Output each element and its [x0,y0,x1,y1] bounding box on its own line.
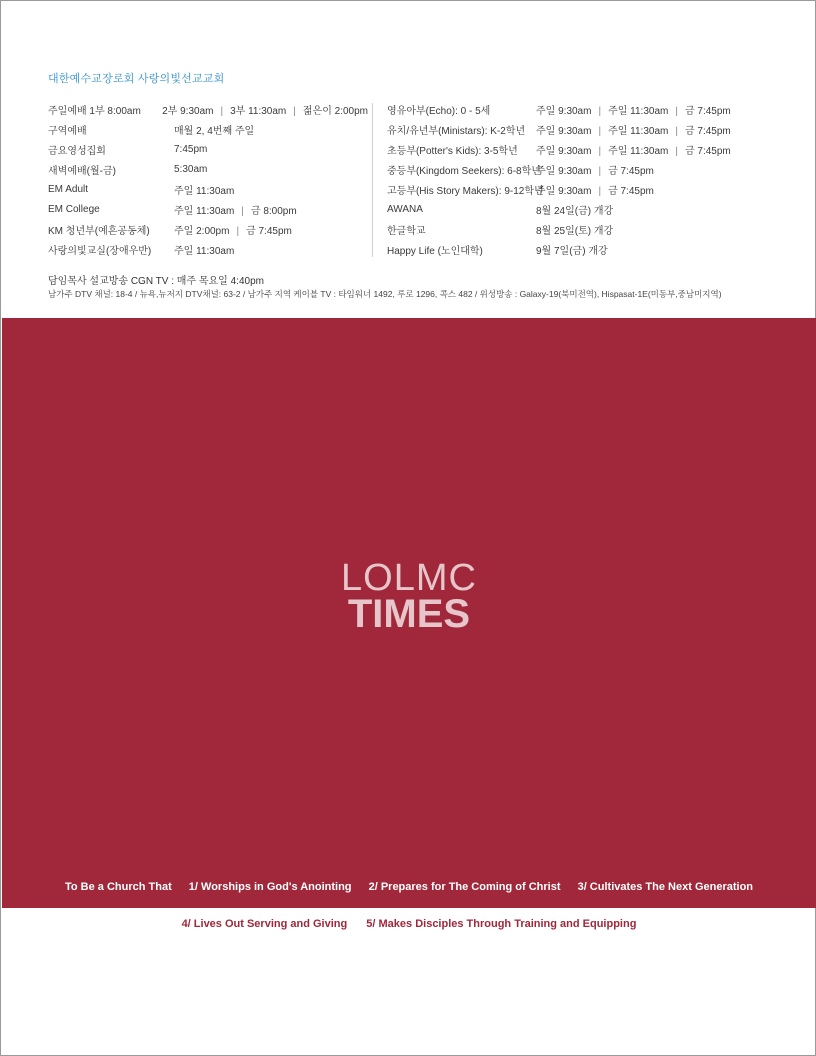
schedule-time: 주일 11:30am [174,185,235,197]
separator: | [598,125,602,137]
broadcast-info: 담임목사 설교방송 CGN TV : 매주 목요일 4:40pm [48,276,264,287]
schedule-label: KM 청년부(예흔공동체) [48,225,150,237]
schedule-row [387,239,787,259]
schedule-times [536,242,608,257]
schedule-times [174,122,254,137]
schedule-label: 중등부(Kingdom Seekers): 6-8학년 [387,165,541,177]
logo-top-text: LOLMC [341,557,477,599]
schedule-times [536,102,731,117]
schedule-row [387,179,787,199]
schedule-row [48,199,368,219]
schedule-label: 유치/유년부(Ministars): K-2학년 [387,125,526,137]
schedule-times [536,202,613,217]
schedule-time: 금 7:45pm [608,165,654,177]
schedule-time: 9월 7일(금) 개강 [536,245,608,257]
schedule-times [174,202,297,217]
schedule-time: 8월 24일(금) 개강 [536,205,614,217]
schedule-times [174,182,234,197]
schedule-label: EM Adult [48,183,89,195]
schedule-row [48,139,368,159]
schedule-row [387,119,787,139]
schedule-label: EM College [48,203,100,215]
separator: | [675,125,678,137]
schedule-time: 금 7:45pm [684,145,731,157]
schedule-time: 주일 9:30am [536,145,592,157]
separator: | [241,205,244,217]
mission-item: To Be a Church That [64,881,172,893]
mission-line-2 [1,918,816,930]
separator: | [598,105,602,117]
schedule-row [387,159,787,179]
schedule-time: 주일 2:00pm [174,225,230,237]
separator: | [293,105,296,117]
schedule-time: 젊은이 2:00pm [302,105,368,117]
separator: | [675,145,678,157]
schedule-time: 5:30am [174,163,208,175]
schedule-time: 주일 11:30am [608,125,669,137]
schedule-times [536,122,731,137]
church-name: 대한예수교장로회 사랑의빛선교교회 [48,73,225,85]
separator: | [236,225,240,237]
schedule-label: 새벽예배(월-금) [48,165,116,177]
schedule-time: 2부 9:30am [162,105,214,117]
schedule-label: 금요영성집회 [48,145,106,157]
schedule-time: 금 8:00pm [250,205,297,217]
schedule-time: 금 7:45pm [684,125,731,137]
separator: | [220,105,224,117]
cover-band [2,318,816,908]
schedule-times [536,142,731,157]
schedule-times [536,162,654,177]
schedule-row [48,179,368,199]
schedule-times [162,102,368,117]
mission-item: 3/ Cultivates The Next Generation [577,881,754,893]
schedule-label: AWANA [387,203,423,215]
schedule-label: Happy Life (노인대학) [387,245,483,257]
schedule-times [536,182,654,197]
schedule-times [174,222,292,237]
schedule-time: 금 7:45pm [246,225,292,237]
channel-info: 남가주 DTV 채널: 18-4 / 뉴욕,뉴저지 DTV채널: 63-2 / 남가주 지역 케이블 TV : 타임워너 1492, 루로 1296, 콕스 482 / 위성방송 : Galaxy-19(북미전역), Hispasat-1E(미동부,중남미지역) [48,289,722,299]
schedule-time: 주일 11:30am [608,145,669,157]
schedule-time: 주일 9:30am [536,165,592,177]
logo [2,558,816,634]
schedule-time: 매월 2, 4번째 주일 [174,125,255,137]
schedule-time: 주일 11:30am [174,205,235,217]
schedule-label: 주일예배 1부 8:00am [48,105,141,117]
left-schedule [48,99,368,259]
schedule-row [48,119,368,139]
schedule-time: 주일 9:30am [536,185,592,197]
schedule-times [174,144,207,155]
schedule-times [536,222,613,237]
schedule-label: 구역예배 [48,125,87,137]
schedule-time: 주일 11:30am [174,245,235,257]
schedule-row [48,219,368,239]
mission-item: 5/ Makes Disciples Through Training and Equipping [366,918,637,930]
schedule-label: 초등부(Potter's Kids): 3-5학년 [387,145,518,157]
schedule-time: 주일 9:30am [536,125,592,137]
schedule-time: 주일 11:30am [608,105,669,117]
schedule-time: 3부 11:30am [230,105,287,117]
schedule-row [48,239,368,259]
schedule-time: 8월 25일(토) 개강 [536,225,614,237]
schedule-label: 사랑의빛교실(장애우반) [48,245,152,257]
schedule-label: 한글학교 [387,225,426,237]
schedule-label: 영유아부(Echo): 0 - 5세 [387,105,491,117]
mission-item: 2/ Prepares for The Coming of Christ [368,881,561,893]
mission-line-1 [2,881,816,893]
schedule-times [174,242,234,257]
schedule-time: 7:45pm [174,143,208,155]
schedule-row [387,219,787,239]
schedule-label: 고등부(His Story Makers): 9-12학년 [387,185,544,197]
schedule-row [387,199,787,219]
column-divider [372,103,373,257]
schedule-times [174,164,207,175]
schedule-time: 금 7:45pm [608,185,654,197]
schedule-time: 주일 9:30am [536,105,592,117]
schedule-row [387,139,787,159]
logo-bottom-text: TIMES [347,592,471,636]
right-schedule [387,99,787,259]
schedule-row [387,99,787,119]
mission-item: 4/ Lives Out Serving and Giving [181,918,348,930]
schedule-row [48,99,368,119]
mission-item: 1/ Worships in God's Anointing [188,881,352,893]
separator: | [675,105,678,117]
schedule-time: 금 7:45pm [684,105,731,117]
separator: | [598,145,602,157]
separator: | [598,185,602,197]
schedule-row [48,159,368,179]
separator: | [598,165,602,177]
